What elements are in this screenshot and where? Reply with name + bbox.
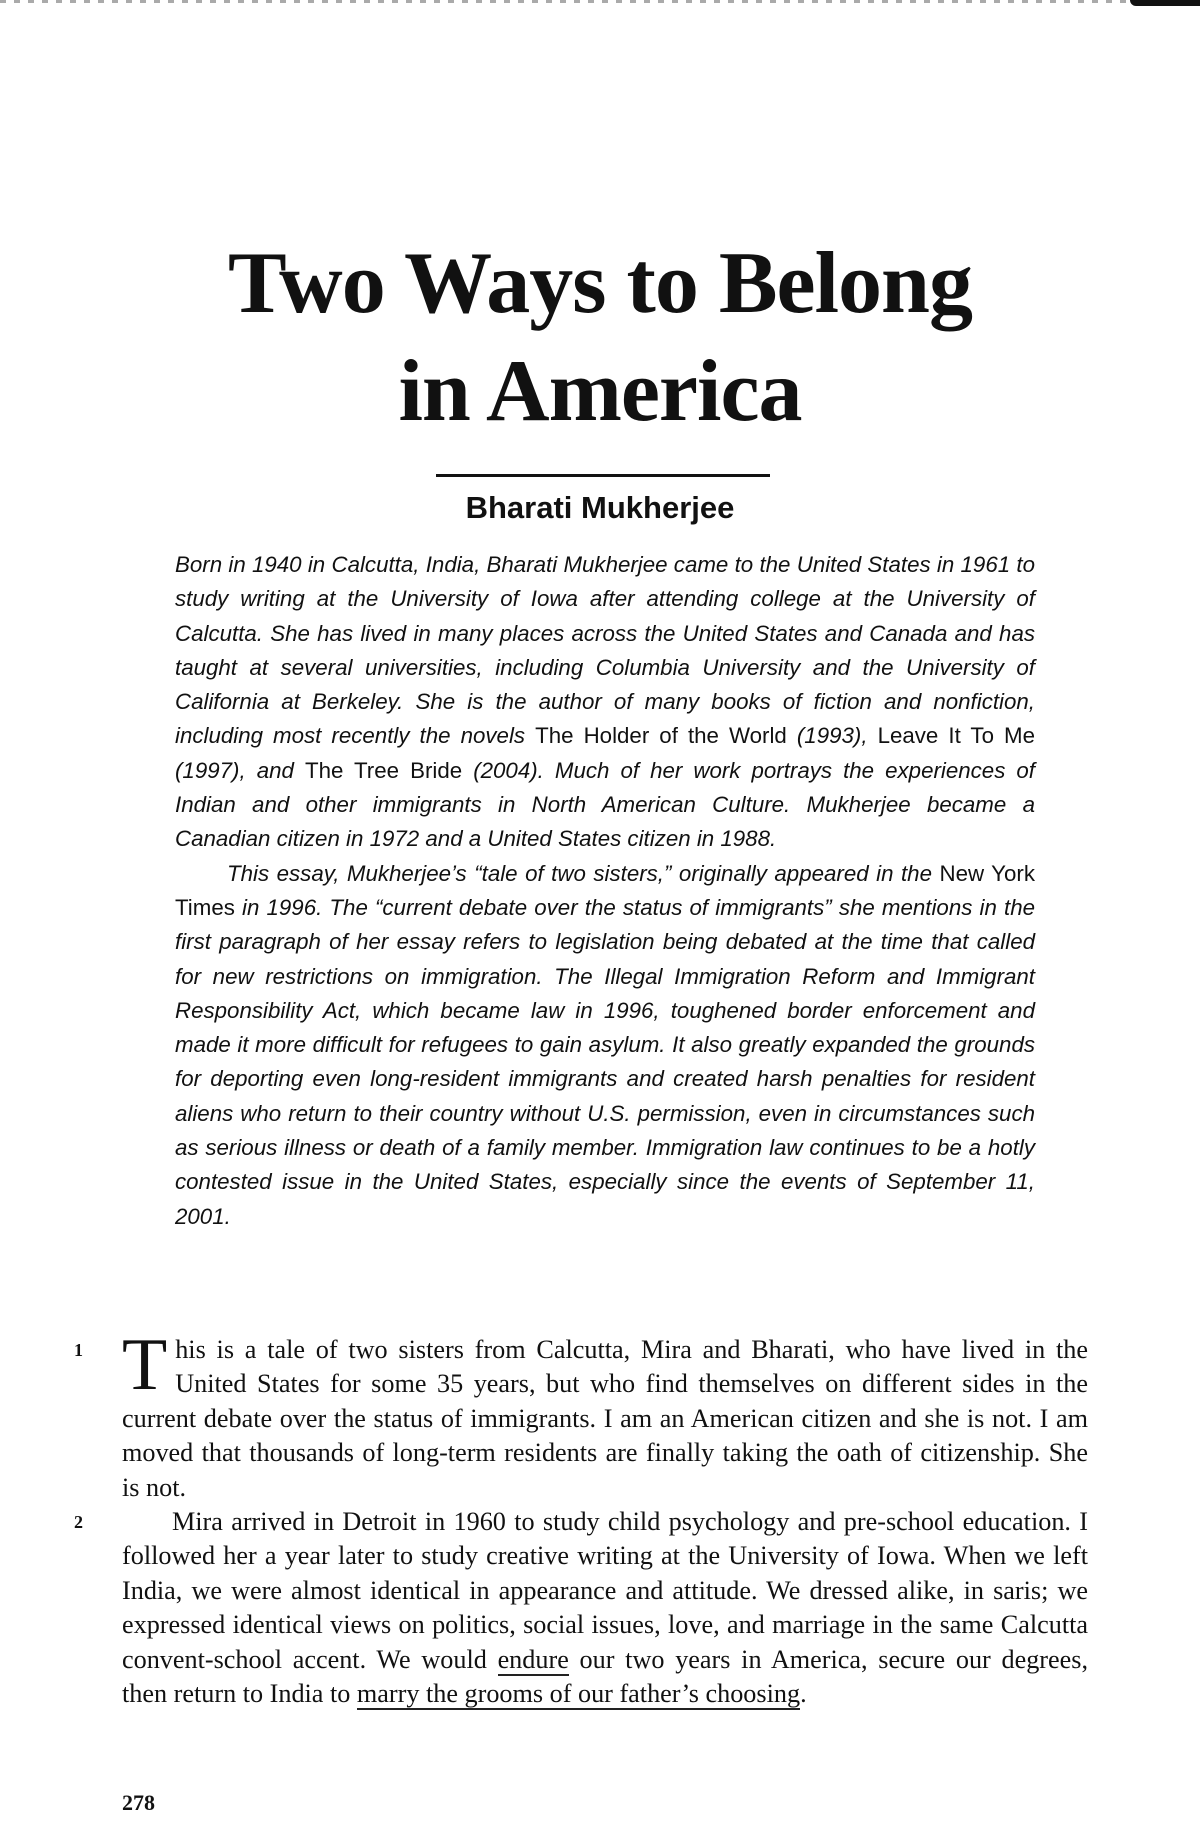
author-headnote: [175, 548, 1035, 1234]
paragraph-text: Mira arrived in Detroit in 1960 to study child psychology and pre-school education. I followed her a year later to study creative writing at the University of Iowa. When we left India, we were almost identical in appearance and attitude. We dressed alike, in saris; we expressed identical views on politics, social issues, love, and marriage in the same Calcutta convent-school accent. We would: [122, 1507, 1088, 1674]
headnote-text: This essay, Mukherjee’s “tale of two sisters,” originally appeared in the: [227, 860, 940, 886]
essay-title: [0, 230, 1200, 446]
book-title: Leave It To Me: [877, 723, 1035, 749]
title-divider: [436, 474, 770, 477]
headnote-text: (1997), and: [175, 757, 305, 783]
headnote-text: Born in 1940 in Calcutta, India, Bharati Mukherjee came to the United States in 1961 to study writing at the University of Iowa after attending college at the University of Calcutta. She has lived in many places across the United States and Canada and has taught at several universities, including Columbia University and the University of California at Berkeley. She is the author of many books of fiction and nonfiction, including most recently the novels: [175, 552, 1035, 749]
scan-edge: [0, 0, 1200, 3]
paragraph-text: our two years in America, secure our degrees, then return to India to: [122, 1644, 1089, 1709]
paragraph-number: 2: [74, 1512, 83, 1533]
body-paragraph-1: [74, 1324, 1088, 1505]
drop-cap: T: [122, 1324, 168, 1406]
headnote-text: in 1996. The “current debate over the status of immigrants” she mentions in the first paragraph of her essay refers to legislation being debated at the time that called for new restrictions on immigration. The Illegal Immigration Reform and Immigrant Responsibility Act, which became law in 1996, toughened border enforcement and made it more difficult for refugees to gain asylum. It also greatly expanded the grounds for deporting even long-resident immigrants and created harsh penalties for resident aliens who return to their country without U.S. permission, even in circumstances such as serious illness or death of a family member. Immigration law continues to be a hotly contested issue in the United States, especially since the events of September 11, 2001.: [175, 894, 1035, 1229]
paragraph-number: 1: [74, 1340, 83, 1360]
essay-body: [74, 1324, 1089, 1711]
handwritten-underline: endure: [497, 1644, 569, 1674]
body-paragraph-2: [74, 1505, 1089, 1711]
book-title: The Holder of the World: [535, 723, 787, 749]
headnote-paragraph-2: [175, 857, 1035, 1234]
headnote-paragraph-1: [175, 548, 1035, 857]
title-line-2: in America: [398, 343, 802, 440]
book-title: The Tree Bride: [304, 757, 463, 783]
page-number: 278: [122, 1790, 155, 1815]
headnote-text: (2004). Much of her work portrays the experiences of Indian and other immigrants in North American Culture. Mukherjee became a Canadian citizen in 1972 and a United States citizen in 1988.: [175, 757, 1035, 852]
handwritten-underline: marry the grooms of our father’s choosing: [356, 1679, 801, 1709]
paragraph-text: .: [800, 1679, 807, 1709]
headnote-text: (1993),: [786, 723, 878, 749]
scan-corner-mark: [1130, 0, 1200, 6]
paragraph-text: his is a tale of two sisters from Calcutta, Mira and Bharati, who have lived in the United States for some 35 years, but who find themselves on different sides in the current debate over the status of immigrants. I am an American citizen and she is not. I am moved that thousands of long-term residents are finally taking the oath of citizenship. She is not.: [122, 1335, 1088, 1502]
title-line-1: Two Ways to Belong: [228, 235, 972, 332]
author-name: Bharati Mukherjee: [465, 490, 735, 525]
newspaper-title: New York Times: [175, 860, 1035, 920]
